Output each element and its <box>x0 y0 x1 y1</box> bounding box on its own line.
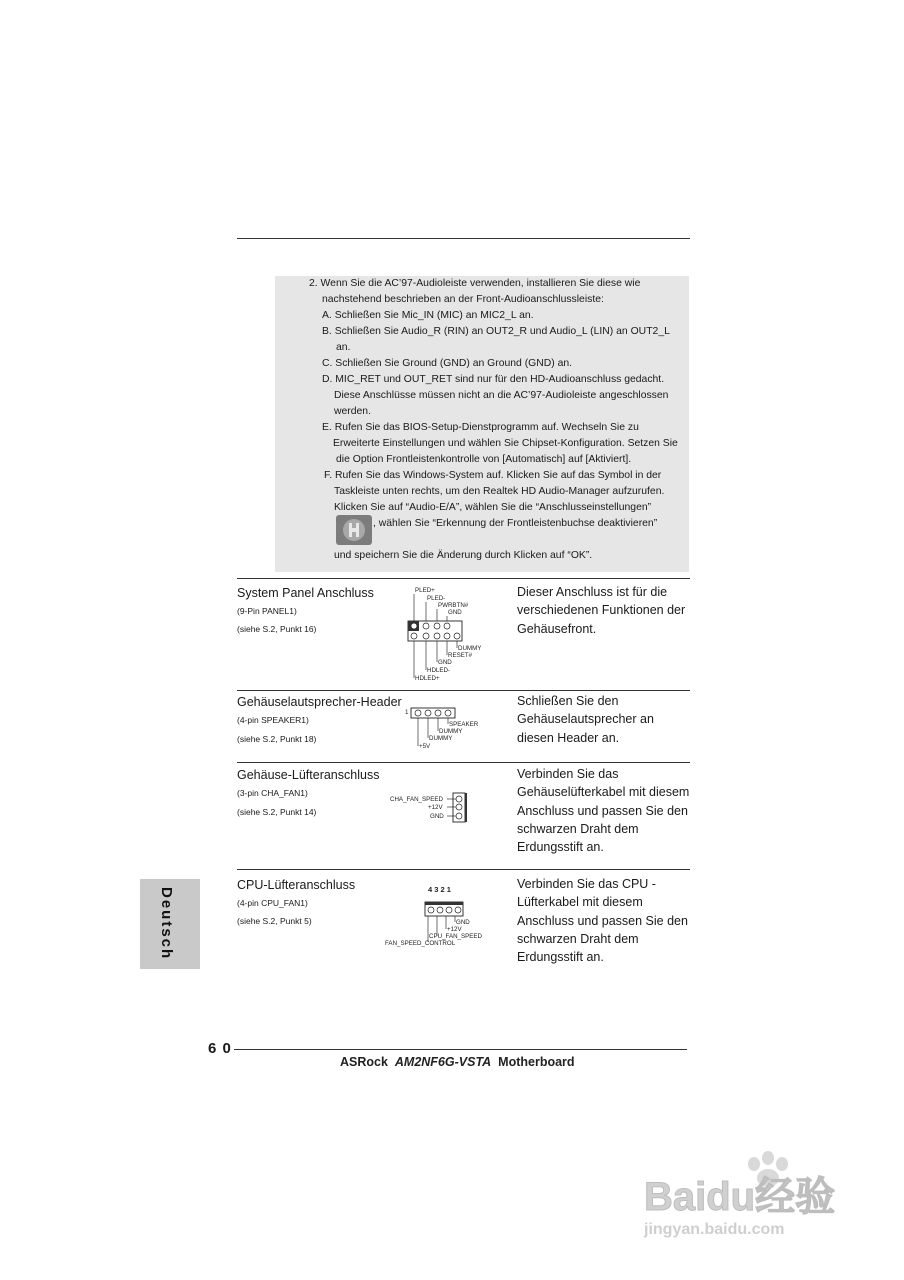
pin-label: CPU_FAN_SPEED <box>429 933 482 940</box>
pin-label: CHA_FAN_SPEED <box>390 796 443 803</box>
cpu-fan-header-diagram <box>383 882 493 948</box>
description-line: Anschluss und passen Sie den <box>517 913 688 928</box>
note-line: Erweiterte Einstellungen und wählen Sie Chipset-Konfiguration. Setzen Sie <box>333 438 678 449</box>
note-line: A. Schließen Sie Mic_IN (MIC) an MIC2_L an. <box>322 310 534 321</box>
note-line: , wählen Sie “Erkennung der Frontleistenbuchse deaktivieren” <box>373 518 658 529</box>
section-pin-info: (9-Pin PANEL1) <box>237 606 297 616</box>
language-label: Deutsch <box>158 887 175 961</box>
realtek-audio-manager-icon <box>336 515 372 545</box>
pin-label: HDLED+ <box>415 675 440 682</box>
note-line: nachstehend beschrieben an der Front-Audioanschlussleiste: <box>322 294 604 305</box>
section-pin-info: (3-pin CHA_FAN1) <box>237 788 308 798</box>
section-title: CPU-Lüfteranschluss <box>237 878 356 892</box>
pin-label: +12V <box>428 804 443 811</box>
pin-label: DUMMY <box>429 735 453 742</box>
baidu-watermark <box>640 1150 860 1240</box>
model-name: AM2NF6G-VSTA <box>394 1055 492 1069</box>
pin-label: PLED+ <box>415 587 435 594</box>
product-name: Motherboard <box>498 1055 575 1069</box>
panel-header-diagram <box>400 584 500 684</box>
description-line: Lüfterkabel mit diesem <box>517 895 643 910</box>
section-pin-info: (4-pin CPU_FAN1) <box>237 898 308 908</box>
description-line: Erdungsstift an. <box>517 950 604 965</box>
section-title: System Panel Anschluss <box>237 586 374 600</box>
brand-name: ASRock <box>340 1055 388 1069</box>
bottom-rule <box>234 1049 687 1050</box>
section-title: Gehäuse-Lüfteranschluss <box>237 768 380 782</box>
pin-label: GND <box>448 609 462 616</box>
section-divider <box>237 690 690 691</box>
description-line: Schließen Sie den <box>517 694 619 708</box>
note-line: und speichern Sie die Änderung durch Klicken auf “OK”. <box>334 550 593 561</box>
note-line: an. <box>336 342 351 353</box>
description-line: Verbinden Sie das <box>517 767 619 781</box>
note-line: B. Schließen Sie Audio_R (RIN) an OUT2_R und Audio_L (LIN) an OUT2_L <box>322 326 670 337</box>
description-line: schwarzen Draht dem <box>517 821 639 836</box>
section-title: Gehäuselautsprecher-Header <box>237 695 402 709</box>
pin-label: 1 <box>405 709 409 716</box>
pin-label: HDLED- <box>427 667 451 674</box>
section-divider <box>237 869 690 870</box>
description-line: Gehäuselüfterkabel mit diesem <box>517 785 690 800</box>
pin-label: FAN_SPEED_CONTROL <box>385 940 456 947</box>
cha-fan-header-diagram <box>390 790 475 826</box>
note-line: F. Rufen Sie das Windows-System auf. Klicken Sie auf das Symbol in der <box>324 470 662 481</box>
section-description <box>517 875 688 966</box>
section-reference: (siehe S.2, Punkt 16) <box>237 624 317 634</box>
watermark-url: jingyan.baidu.com <box>644 1221 785 1238</box>
section-reference: (siehe S.2, Punkt 14) <box>237 807 317 817</box>
language-side-tab <box>140 879 200 969</box>
pin-label: GND <box>456 919 470 926</box>
note-line: die Option Frontleistenkontrolle von [Automatisch] auf [Aktiviert]. <box>336 454 632 465</box>
pin-label: DUMMY <box>458 645 482 652</box>
section-divider <box>237 762 690 763</box>
description-line: diesen Header an. <box>517 730 620 745</box>
watermark-brand: Baidu经验 <box>644 1175 836 1219</box>
pin-label: GND <box>430 813 444 820</box>
footer-title <box>340 1055 575 1069</box>
pin-label: PWRBTN# <box>438 602 469 609</box>
description-line: Gehäuselautsprecher an <box>517 712 654 727</box>
pin-numbers: 4 3 2 1 <box>428 885 451 894</box>
description-line: Anschluss und passen Sie den <box>517 803 688 818</box>
description-line: Erdungsstift an. <box>517 840 604 855</box>
note-line: C. Schließen Sie Ground (GND) an Ground (GND) an. <box>322 358 573 369</box>
note-line: Taskleiste unten rechts, um den Realtek HD Audio-Manager aufzurufen. <box>334 486 665 497</box>
section-reference: (siehe S.2, Punkt 5) <box>237 916 312 926</box>
description-line: schwarzen Draht dem <box>517 931 639 946</box>
speaker-header-diagram <box>405 704 495 754</box>
note-line: 2. Wenn Sie die AC’97-Audioleiste verwenden, installieren Sie diese wie <box>309 278 641 289</box>
pin-label: +5V <box>419 743 431 750</box>
description-line: verschiedenen Funktionen der <box>517 603 686 618</box>
section-divider <box>237 578 690 579</box>
note-line: Klicken Sie auf “Audio-E/A”, wählen Sie die “Anschlusseinstellungen” <box>334 502 652 513</box>
top-rule <box>237 238 690 239</box>
pin-label: SPEAKER <box>449 721 479 728</box>
pin-label: +12V <box>447 926 462 933</box>
section-description <box>517 765 689 856</box>
description-line: Verbinden Sie das CPU - <box>517 877 656 891</box>
description-line: Dieser Anschluss ist für die <box>517 585 668 599</box>
page-number: 6 0 <box>208 1040 232 1057</box>
note-line: D. MIC_RET und OUT_RET sind nur für den HD-Audioanschluss gedacht. <box>322 374 665 385</box>
pin-label: GND <box>438 659 452 666</box>
pin-label: DUMMY <box>439 728 463 735</box>
note-line: werden. <box>334 406 371 417</box>
section-description <box>517 692 654 747</box>
note-line: E. Rufen Sie das BIOS-Setup-Dienstprogramm auf. Wechseln Sie zu <box>322 422 639 433</box>
note-line: Diese Anschlüsse müssen nicht an die AC’97-Audioleiste angeschlossen <box>334 390 669 401</box>
section-pin-info: (4-pin SPEAKER1) <box>237 715 309 725</box>
section-reference: (siehe S.2, Punkt 18) <box>237 734 317 744</box>
pin-label: RESET# <box>448 652 473 659</box>
section-description <box>517 583 685 638</box>
pin-label: PLED- <box>427 595 446 602</box>
description-line: Gehäusefront. <box>517 621 597 636</box>
